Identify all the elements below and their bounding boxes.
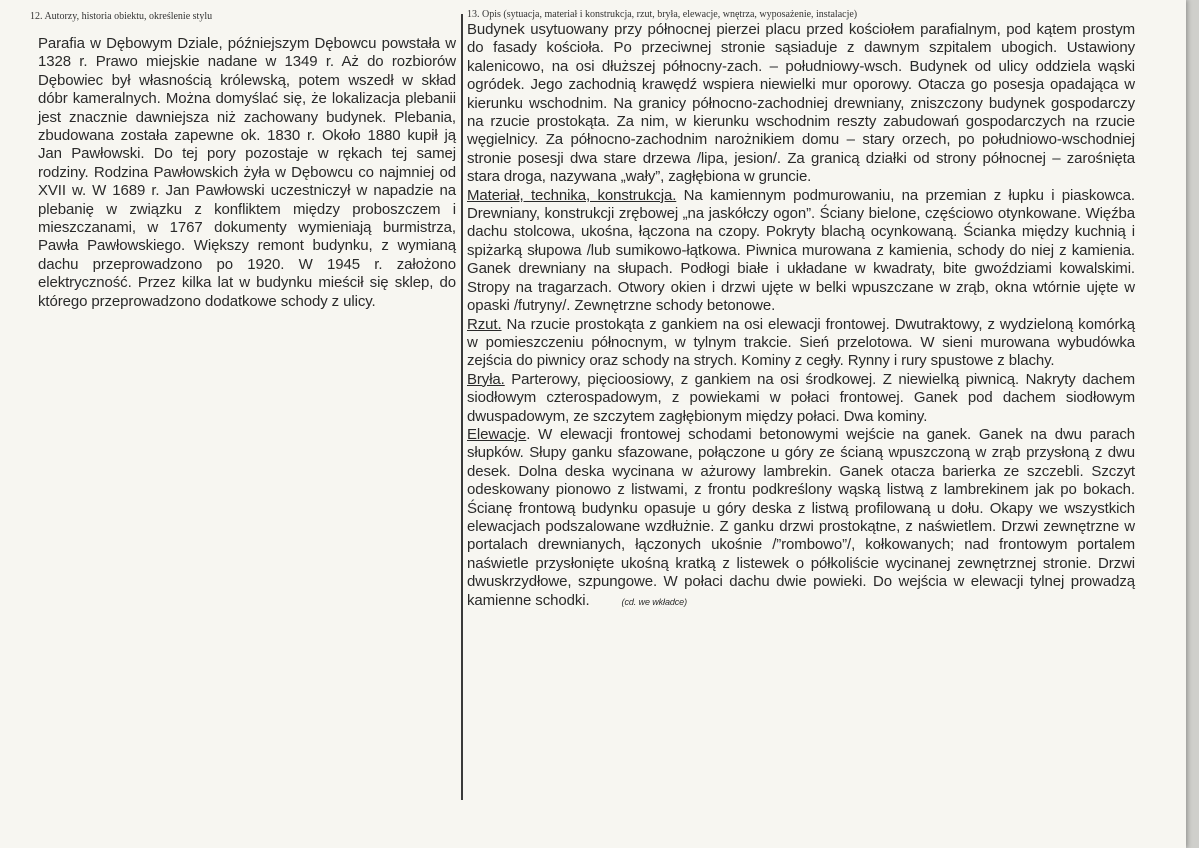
- massing-text: Parterowy, pięcioosiowy, z gankiem na osi środkowej. Z niewielką piwnicą. Nakryty dachem siodłowym czterospadowym, z powiekami w połaci frontowej. Ganek pod dachem siodłowym dwuspadowym, ze szczytem zagłębionym między połaci. Dwa kominy.: [467, 370, 1135, 425]
- material-paragraph: [467, 187, 1135, 316]
- section-12-column: [30, 10, 456, 311]
- description-text: [467, 21, 1135, 611]
- plan-text: Na rzucie prostokąta z gankiem na osi elewacji frontowej. Dwutraktowy, z wydzieloną komórką w pomieszczeniu północnym, w tylnym trakcie. Sień przelotowa. W sieni murowana wybudówka zejścia do piwnicy oraz schody na strych. Kominy z cegły. Rynny i rury spustowe z blachy.: [467, 315, 1135, 370]
- section-12-heading: 12. Autorzy, historia obiektu, określenie stylu: [30, 11, 213, 22]
- history-text: Parafia w Dębowym Dziale, późniejszym Dębowcu powstała w 1328 r. Prawo miejskie nadane w 1349 r. Aż do rozbiorów Dębowiec był własnością królewską, potem wszedł w skład dóbr kameralnych. Można domyślać się, że lokalizacja plebanii jest znacznie dawniejsza niż zachowany budynek. Plebania, zbudowana została zapewne ok. 1830 r. Około 1880 kupił ją Jan Pawłowski. Do tej pory pozostaje w rękach tej samej rodziny. Rodzina Pawłowskich żyła w Dębowcu co najmniej od XVII w. W 1689 r. Jan Pawłowski uczestniczył w napadzie na plebanię w związku z konfliktem między proboszczem i mieszczanami, w 1767 dokumenty wymieniają burmistrza, Pawła Pawłowskiego. Większy remont budynku, z wymianą dachu przeprowadzono po 1920. W 1945 r. założono elektryczność. Przez kilka lat w budynku mieścił się sklep, do którego przeprowadzono dodatkowe schody z ulicy.: [38, 35, 456, 310]
- plan-paragraph: [467, 316, 1135, 371]
- section-13-column: [467, 9, 1135, 611]
- plan-label: Rzut.: [467, 315, 502, 333]
- elevations-label: Elewacje: [467, 425, 527, 443]
- elevations-paragraph: [467, 426, 1135, 611]
- column-divider: [461, 14, 463, 800]
- section-13-heading: 13. Opis (sytuacja, materiał i konstrukcja, rzut, bryła, elewacje, wnętrza, wyposażenie, instalacje): [467, 9, 858, 20]
- massing-label: Bryła.: [467, 370, 505, 388]
- material-label: Materiał, technika, konstrukcja.: [467, 186, 677, 204]
- situation-paragraph: Budynek usytuowany przy północnej pierzei placu przed kościołem parafialnym, pod kątem prostym do fasady kościoła. Po przeciwnej stronie sąsiaduje z dawnym szpitalem ubogich. Ustawiony kalenicowo, na osi dłuższej północny-zach. – południowy-wsch. Budynek od ulicy oddziela wąski ogródek. Jego zachodnią krawędź wspiera niewielki mur oporowy. Otacza go posesja opadająca w kierunku wschodnim. Na granicy północno-zachodniej drewniany, zniszczony budynek gospodarczy na rzucie prostokąta. Za nim, w kierunku wschodnim reszty zabudowań gospodarczych na rzucie węgielnicy. Za północno-zachodnim narożnikiem domu – stary orzech, po południowo-wschodniej stronie posesji dwa stare drzewa /lipa, jesion/. Za granicą działki od strony północnej – zarośnięta stara droga, nazywana „wały”, zagłębiona w gruncie.: [467, 21, 1135, 186]
- massing-paragraph: [467, 371, 1135, 426]
- material-text: Na kamiennym podmurowaniu, na przemian z łupku i piaskowca. Drewniany, konstrukcji zrębowej „na jaskółczy ogon”. Ściany bielone, częściowo otynkowane. Więźba dachu stolcowa, ukośna, łączona na czopy. Pokryty blachą ocynkowaną. Ścianka między kuchnią i spiżarką słupowa /lub sumikowo-łątkowa. Piwnica murowana z kamienia, schody do niej z kamienia. Ganek drewniany na słupach. Podłogi białe i układane w kwadraty, bite gwoździami kowalskimi. Stropy na tragarzach. Otwory okien i drzwi ujęte w belki wpuszczane w zrąb, okna wtórnie ujęte w opaski /futryny/. Zewnętrzne schody betonowe.: [467, 186, 1135, 315]
- elevations-text: . W elewacji frontowej schodami betonowymi wejście na ganek. Ganek na dwu parach słupków. Słupy ganku sfazowane, połączone u góry ze ścianą wpuszczoną w zrąb przysłoną z dwu desek. Dolna deska wycinana w ażurowy lambrekin. Ganek otacza barierka ze szczebli. Szczyt odeskowany pionowo z listwami, z frontu podkreślony wąską listwą z lambrekinem jak po bokach. Ścianę frontową budynku opasuje u góry deska z listwą profilowaną u dołu. Okapy we wszystkich elewacjach podszalowane wzdłużnie. Z ganku drzwi prostokątne, z naświetlem. Drzwi zewnętrzne w portalach drewnianych, łączonych ukośnie /”rombowo”/, kołkowanych; nad frontowym portalem naświetle przysłonięte ukośną kratką z listewek o półkoliście wycinanej zewnętrznej stronie. Drzwi dwuskrzydłowe, szpungowe. W połaci dachu dwie powieki. Do wejścia w elewacji tylnej prowadzą kamienne schodki.: [467, 425, 1135, 609]
- continued-note: (cd. we wkładce): [621, 596, 687, 607]
